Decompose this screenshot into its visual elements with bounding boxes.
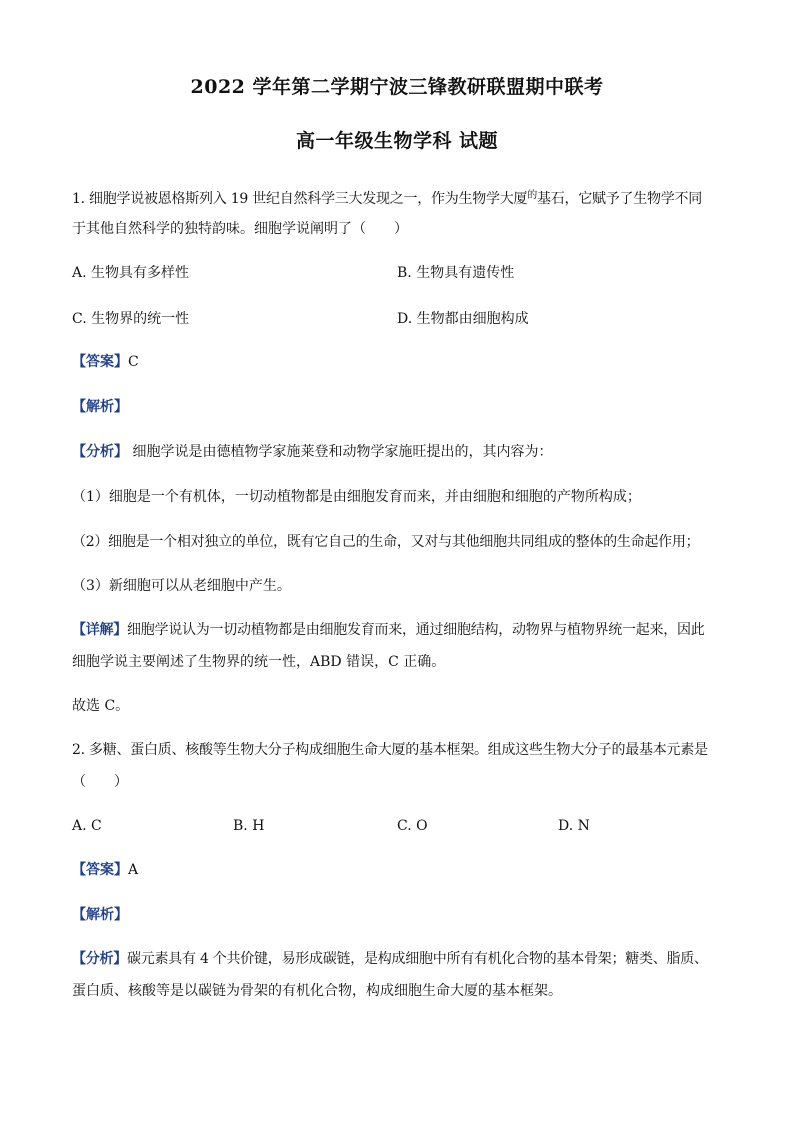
q1-xiangjie-line-2: 细胞学说主要阐述了生物界的统一性，ABD 错误，C 正确。: [72, 654, 446, 670]
answer-value: C: [128, 354, 139, 370]
q2-analysis-heading: 【解析】: [72, 907, 128, 923]
q2-fenxi-line-2: 蛋白质、核酸等是以碳链为骨架的有机化合物，构成细胞生命大厦的基本框架。: [72, 983, 562, 999]
exam-title: 2022 学年第二学期宁波三锋教研联盟期中联考: [190, 76, 604, 98]
exam-subtitle: 高一年级生物学科 试题: [295, 130, 499, 152]
q1-conclusion: 故选 C。: [72, 698, 130, 714]
answer-value: A: [128, 862, 139, 878]
answer-tag: 【答案】: [72, 862, 128, 878]
q2-option-d: D. N: [558, 818, 590, 834]
q2-answer: [72, 861, 138, 879]
q1-answer: [72, 353, 139, 371]
q2-option-c: C. O: [397, 818, 428, 834]
q1-fenxi: 【分析】 细胞学说是由德植物学家施莱登和动物学家施旺提出的，其内容为：: [72, 444, 553, 460]
q1-stem-line-2: 于其他自然科学的独特韵味。细胞学说阐明了（ ）: [72, 221, 408, 237]
q1-option-d: D. 生物都由细胞构成: [397, 311, 529, 327]
q2-stem-line-1: 2. 多糖、蛋白质、核酸等生物大分子构成细胞生命大厦的基本框架。组成这些生物大分子的最基本元素是: [72, 742, 708, 758]
q1-stem-superscript: 的: [527, 190, 538, 201]
q1-point-2: （2）细胞是一个相对独立的单位，既有它自己的生命，又对与其他细胞共同组成的整体的生命起作用；: [72, 534, 700, 550]
q1-option-c: C. 生物界的统一性: [72, 311, 190, 327]
q2-option-a: A. C: [72, 818, 102, 834]
q1-option-a: A. 生物具有多样性: [72, 265, 190, 281]
q1-analysis-heading: 【解析】: [72, 399, 128, 415]
q1-xiangjie-line-1: 【详解】细胞学说认为一切动植物都是由细胞发育而来，通过细胞结构，动物界与植物界统一起来，因此: [72, 622, 705, 638]
answer-tag: 【答案】: [72, 354, 128, 370]
q2-option-b: B. H: [233, 818, 265, 834]
q2-fenxi-line-1: 【分析】碳元素具有 4 个共价键，易形成碳链，是构成细胞中所有有机化合物的基本骨架；糖类、脂质、: [72, 951, 708, 967]
q1-point-3: （3）新细胞可以从老细胞中产生。: [72, 578, 291, 594]
q1-point-1: （1）细胞是一个有机体，一切动植物都是由细胞发育而来，并由细胞和细胞的产物所构成；: [72, 489, 641, 505]
q1-stem-line-1: 1. 细胞学说被恩格斯列入 19 世纪自然科学三大发现之一，作为生物学大厦$^的$基石，它赋予了生物学不同: [72, 190, 703, 207]
q1-option-b: B. 生物具有遗传性: [397, 265, 515, 281]
q2-stem-line-2: （ ）: [72, 774, 128, 790]
